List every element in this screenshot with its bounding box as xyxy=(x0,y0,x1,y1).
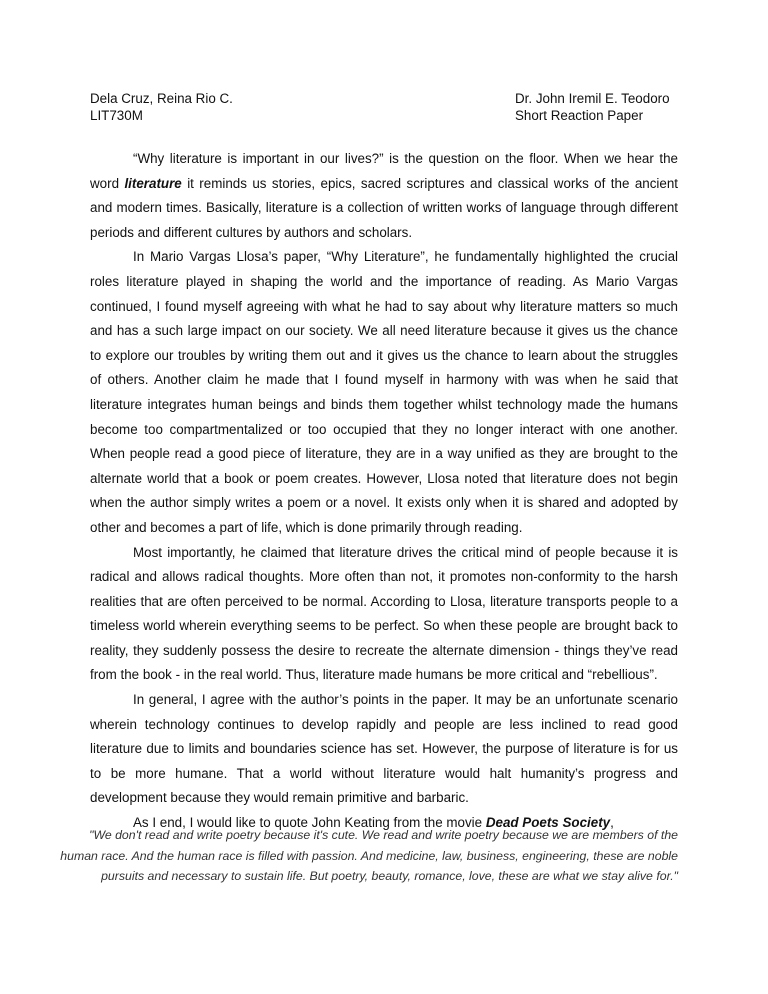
paragraph-3: Most importantly, he claimed that literature drives the critical mind of people because it is radical and allows radical thoughts. More often than not, it promotes non-conformity to the harsh realities that are often perceived to be normal. According to Llosa, literature transports people to a timeless world wherein everything seems to be perfect. So when these people are brought back to reality, they suddenly possess the desire to recreate the alternate dimension - things they’ve read from the book - in the real world. Thus, literature made humans be more critical and “rebellious”. xyxy=(90,544,678,683)
paragraph-2: In Mario Vargas Llosa’s paper, “Why Literature”, he fundamentally highlighted the crucial roles literature played in shaping the world and the importance of reading. As Mario Vargas continued, I found myself agreeing with what he had to say about why literature matters so much and has a such large impact on our society. We all need literature because it gives us the chance to explore our troubles by writing them out and it gives us the chance to learn about the struggles of others. Another claim he made that I found myself in harmony with was when he said that literature integrates human beings and binds them together whilst technology made the humans become too compartmentalized or too occupied that they no longer interact with one another. When people read a good piece of literature, they are in a way unified as they are brought to the alternate world that a book or poem creates. However, Llosa noted that literature does not begin when the author simply writes a poem or a novel. It exists only when it is shared and adopted by other and becomes a part of life, which is done primarily through reading. xyxy=(90,249,678,535)
author-block xyxy=(90,90,233,124)
paper-type: Short Reaction Paper xyxy=(515,108,644,123)
block-quote: "We don't read and write poetry because it's cute. We read and write poetry because we are members of the human race. And the human race is filled with passion. And medicine, law, business, engineering, these are noble pursuits and necessary to sustain life. But poetry, beauty, romance, love, these are what we stay alive for." xyxy=(60,828,678,884)
movie-title: Dead Poets Society xyxy=(485,815,611,831)
essay-body xyxy=(90,147,678,836)
paragraph-1: “Why literature is important in our lives?” is the question on the floor. When we hear the word literature it reminds us stories, epics, sacred scriptures and classical works of the ancient and modern times. Basically, literature is a collection of written works of language through different periods and different cultures by authors and scholars. xyxy=(90,151,678,240)
course-code: LIT730M xyxy=(90,108,143,123)
paragraph-4: In general, I agree with the author’s points in the paper. It may be an unfortunate scenario wherein technology continues to develop rapidly and people are less inclined to read good literature due to limits and boundaries science has set. However, the purpose of literature is for us to be more humane. That a world without literature would halt humanity’s progress and development because they would remain primitive and barbaric. xyxy=(90,692,678,806)
instructor-name: Dr. John Iremil E. Teodoro xyxy=(515,91,670,106)
emphasis-literature: literature xyxy=(124,175,182,191)
student-name: Dela Cruz, Reina Rio C. xyxy=(90,91,233,106)
instructor-block xyxy=(515,90,670,124)
paragraph-5: As I end, I would like to quote John Keating from the movie Dead Poets Society, xyxy=(133,815,614,831)
